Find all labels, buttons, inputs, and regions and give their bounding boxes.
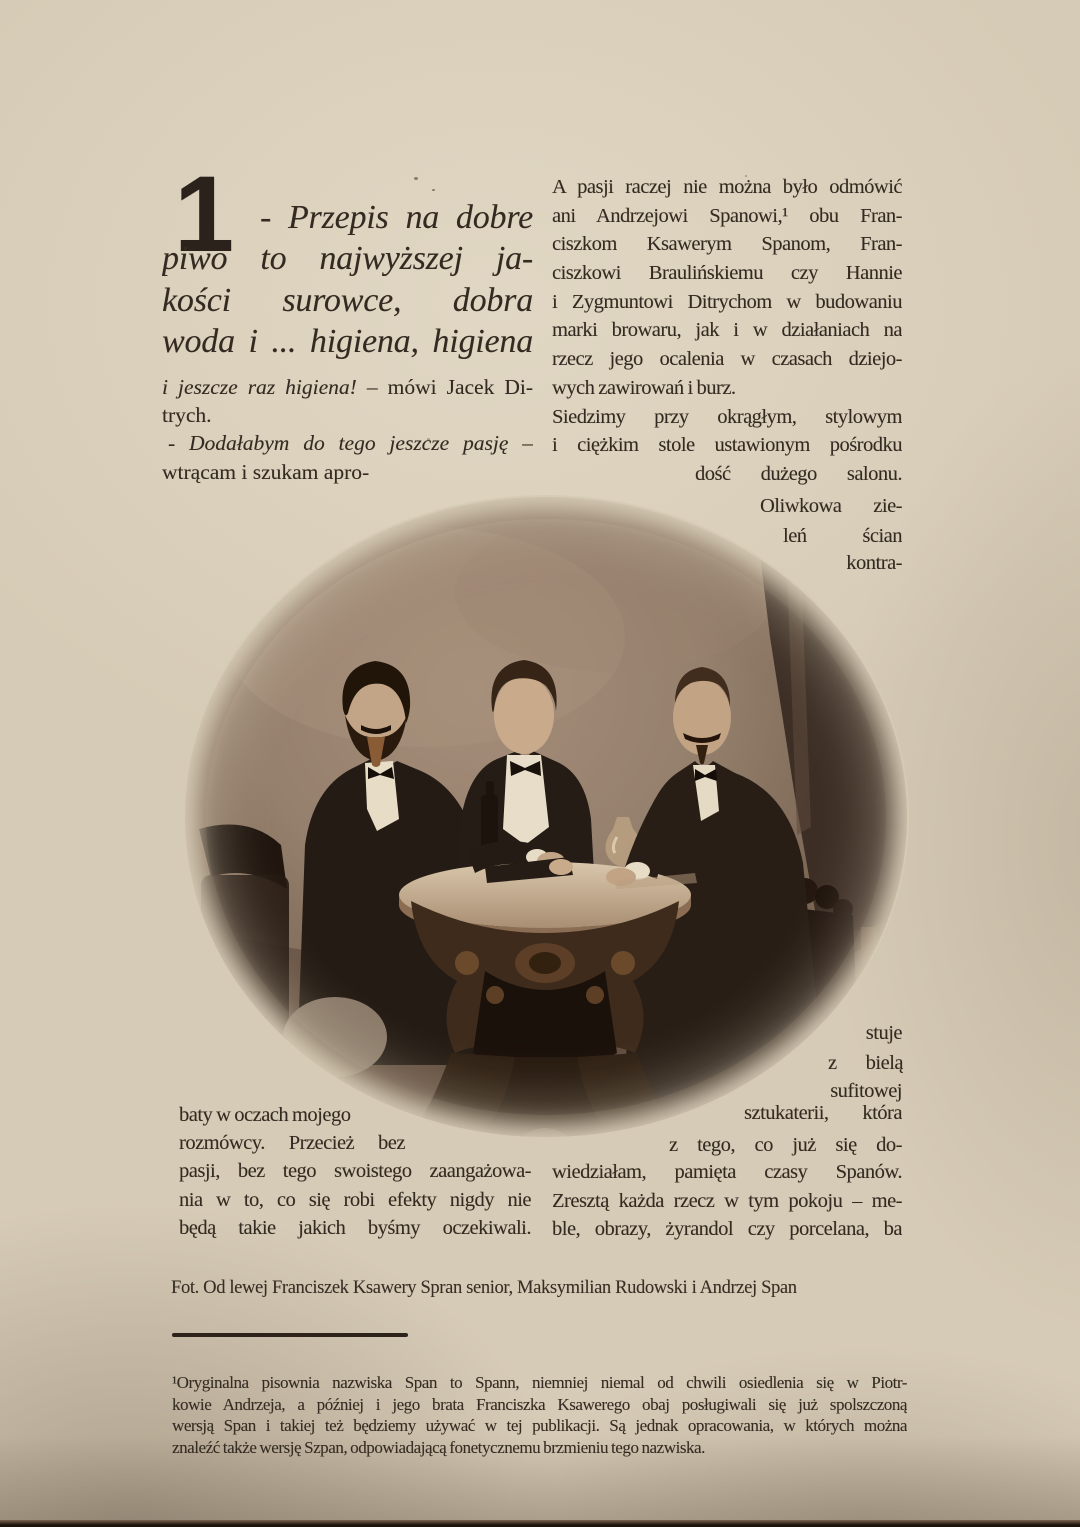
intro-line: woda i ... higiena, higiena [162, 322, 533, 360]
chapter-number-dropcap: 1 [174, 153, 235, 274]
footnote-line: kowie Andrzeja, a później i jego brata Franciszka Ksawerego obaj posługiwali się już spolszczoną [172, 1394, 907, 1414]
text-line: rzecz jego ocalenia w czasach dziejo- [552, 348, 902, 371]
footnote-separator-rule [172, 1333, 408, 1337]
text-line: ciszkowi Braulińskiemu czy Hannie [552, 262, 902, 285]
text-line: będą takie jakich byśmy oczekiwali. [179, 1216, 531, 1239]
paper-speck [427, 438, 430, 441]
left-column-lower-paragraph [179, 1101, 531, 1242]
text-line: wtrącam i szukam apro- [162, 459, 370, 484]
text-line: ani Andrzejowi Spanowi,¹ obu Fran- [552, 204, 902, 227]
text-line: marki browaru, jak i w działaniach na [552, 319, 902, 342]
wrap-text-line: sztukaterii, która [744, 1102, 902, 1124]
group-portrait-photo [185, 497, 907, 1137]
portrait-photo-art [185, 497, 907, 1137]
text-line: rozmówcy. Przecież bez [179, 1132, 405, 1155]
wrap-text-line: kontra- [846, 552, 902, 574]
wrap-text-line: z bielą [828, 1052, 903, 1074]
wrap-text-line: dość dużego salonu. [695, 463, 902, 485]
intro-line: piwo to najwyższej ja- [162, 240, 533, 278]
quote-italic-line: - Dodałabym do tego jeszcze pasję – [168, 431, 533, 456]
right-column-lower-paragraph [552, 1158, 902, 1244]
wrap-text-line: sufitowej [830, 1080, 902, 1102]
wrap-text-line: z tego, co już się do- [669, 1134, 902, 1156]
footnote-line: ¹Oryginalna pisownia nazwiska Span to Spann, niemniej niemal od chwili osiedlenia się w Piotr- [172, 1373, 907, 1392]
wrap-text-line: Oliwkowa zie- [760, 495, 902, 517]
intro-continuation [162, 373, 533, 486]
text-line: wiedziałam, pamięta czasy Spanów. [552, 1161, 902, 1183]
intro-paragraph [162, 197, 533, 362]
text-line: ble, obrazy, żyrandol czy porcelana, ba [552, 1218, 902, 1240]
intro-line: - Przepis na dobre [260, 199, 533, 236]
quote-attribution: – mówi Jacek Di- [356, 375, 533, 399]
footnote-line: wersją Span i takiej też będziemy używać w tej publikacji. Są jednak opracowania, w których można [172, 1416, 907, 1436]
paper-speck [432, 189, 435, 191]
right-column-paragraph [552, 173, 902, 460]
text-line: baty w oczach mojego [179, 1104, 351, 1126]
footnote [172, 1372, 907, 1459]
page-bottom-edge-shadow [0, 1520, 1080, 1527]
text-line: Zresztą każda rzecz w tym pokoju – me- [552, 1189, 902, 1212]
text-line: i ciężkim stole ustawionym pośrodku [552, 434, 902, 457]
paper-speck [745, 175, 747, 177]
paper-speck [414, 177, 418, 180]
text-line [162, 373, 533, 401]
quote-italic: i jeszcze raz higiena! [162, 375, 357, 399]
intro-line: kości surowce, dobra [162, 281, 533, 319]
wrap-text-line: leń ścian [783, 525, 902, 547]
text-line: A pasji raczej nie można było odmówić [552, 176, 902, 198]
footnote-line: znaleźć także wersję Szpan, odpowiadającą fonetycznemu brzmieniu tego nazwiska. [172, 1438, 705, 1458]
text-line: Siedzimy przy okrągłym, stylowym [552, 405, 902, 428]
wrap-text-line: stuje [865, 1022, 902, 1044]
photo-caption: Fot. Od lewej Franciszek Ksawery Spran senior, Maksymilian Rudowski i Andrzej Span [171, 1278, 797, 1298]
text-line: i Zygmuntowi Ditrychom w budowaniu [552, 290, 902, 313]
text-line: wych zawirowań i burz. [552, 376, 736, 399]
text-line: ciszkom Ksawerym Spanom, Fran- [552, 233, 902, 256]
text-line: nia w to, co się robi efekty nigdy nie [179, 1188, 531, 1211]
text-line: pasji, bez tego swoistego zaangażowa- [179, 1160, 531, 1183]
text-line: trych. [162, 403, 212, 428]
